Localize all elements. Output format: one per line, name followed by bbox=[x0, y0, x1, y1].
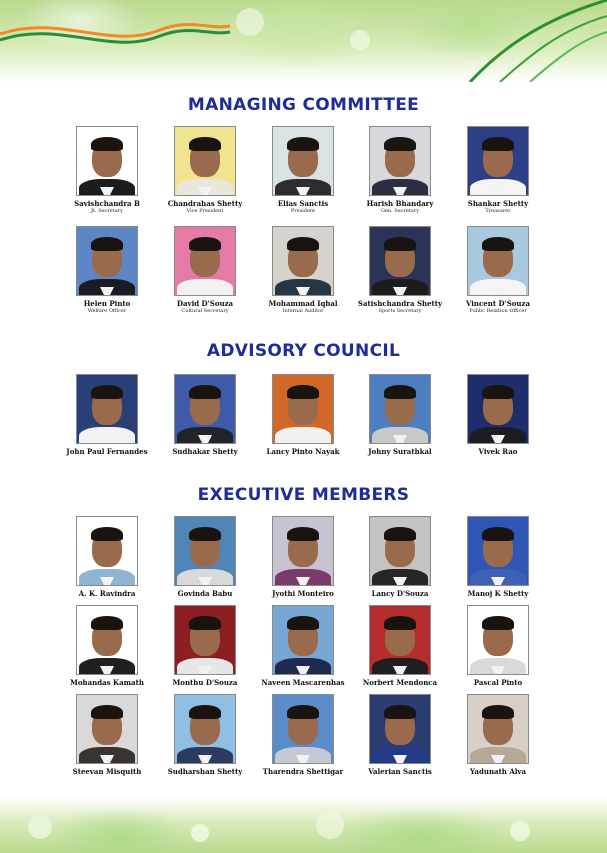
member-card bbox=[345, 694, 455, 776]
member-photo bbox=[369, 694, 431, 764]
member-name: Naveen Mascarenhas bbox=[261, 678, 345, 687]
photo-shirt bbox=[177, 569, 233, 586]
member-name: Sudharshan Shetty bbox=[167, 767, 243, 776]
member-photo bbox=[76, 516, 138, 586]
photo-shirt bbox=[275, 427, 331, 444]
member-name: Govinda Babu bbox=[177, 589, 233, 598]
member-photo bbox=[76, 694, 138, 764]
member-name: Yadunath Alva bbox=[469, 767, 527, 776]
photo-hair bbox=[482, 137, 514, 151]
banner-bubbles-graphic bbox=[0, 797, 607, 853]
member-card bbox=[443, 374, 553, 456]
member-name: Shankar Shetty bbox=[467, 199, 529, 208]
member-card bbox=[52, 694, 162, 776]
section-title-managing-committee: MANAGING COMMITTEE bbox=[187, 95, 420, 115]
member-name: A. K. Ravindra bbox=[78, 589, 136, 598]
photo-hair bbox=[384, 137, 416, 151]
member-card bbox=[345, 605, 455, 687]
photo-shirt bbox=[372, 747, 428, 764]
member-card bbox=[248, 126, 358, 215]
bottom-decorative-banner bbox=[0, 797, 607, 853]
member-photo bbox=[467, 516, 529, 586]
photo-hair bbox=[482, 616, 514, 630]
member-photo bbox=[369, 374, 431, 444]
member-card bbox=[345, 226, 455, 315]
member-role: Public Relation Officer bbox=[469, 308, 527, 314]
photo-shirt bbox=[177, 427, 233, 444]
photo-hair bbox=[189, 527, 221, 541]
member-card bbox=[345, 516, 455, 598]
member-photo bbox=[76, 374, 138, 444]
photo-hair bbox=[91, 705, 123, 719]
member-card bbox=[150, 226, 260, 315]
photo-shirt bbox=[372, 279, 428, 296]
member-photo bbox=[272, 126, 334, 196]
member-photo bbox=[272, 374, 334, 444]
member-card bbox=[443, 226, 553, 315]
photo-hair bbox=[384, 527, 416, 541]
member-name: Vincent D'Souza bbox=[465, 299, 531, 308]
photo-hair bbox=[189, 237, 221, 251]
photo-hair bbox=[91, 527, 123, 541]
section-title-executive-members: EXECUTIVE MEMBERS bbox=[197, 485, 410, 505]
member-photo bbox=[76, 126, 138, 196]
member-card bbox=[248, 605, 358, 687]
member-photo bbox=[174, 226, 236, 296]
photo-shirt bbox=[79, 658, 135, 675]
photo-shirt bbox=[177, 279, 233, 296]
photo-hair bbox=[287, 616, 319, 630]
photo-hair bbox=[482, 527, 514, 541]
photo-hair bbox=[189, 616, 221, 630]
member-photo bbox=[174, 694, 236, 764]
member-name: Harish Bhandary bbox=[366, 199, 434, 208]
photo-shirt bbox=[470, 747, 526, 764]
photo-hair bbox=[287, 385, 319, 399]
photo-shirt bbox=[79, 569, 135, 586]
photo-shirt bbox=[275, 279, 331, 296]
member-photo bbox=[174, 374, 236, 444]
photo-hair bbox=[189, 137, 221, 151]
photo-hair bbox=[482, 237, 514, 251]
photo-shirt bbox=[372, 427, 428, 444]
photo-hair bbox=[384, 237, 416, 251]
photo-shirt bbox=[470, 279, 526, 296]
member-card bbox=[52, 374, 162, 456]
member-name: Mohandas Kamath bbox=[70, 678, 144, 687]
photo-hair bbox=[189, 385, 221, 399]
member-card bbox=[248, 226, 358, 315]
member-card bbox=[248, 694, 358, 776]
member-photo bbox=[76, 605, 138, 675]
member-photo bbox=[272, 516, 334, 586]
member-name: Valerian Sanctis bbox=[368, 767, 432, 776]
member-name: Helen Pinto bbox=[83, 299, 131, 308]
member-card bbox=[443, 516, 553, 598]
member-role: Vice President bbox=[186, 208, 224, 214]
member-role: Cultural Secretary bbox=[181, 308, 229, 314]
member-card bbox=[150, 374, 260, 456]
member-role: Jt. Secretary bbox=[91, 208, 123, 214]
member-name: Chandrahas Shetty bbox=[167, 199, 243, 208]
member-role: Internal Auditor bbox=[282, 308, 324, 314]
banner-leaves-graphic bbox=[0, 0, 607, 82]
member-name: Pascal Pinto bbox=[473, 678, 523, 687]
member-card bbox=[345, 126, 455, 215]
member-name: Monthu D'Souza bbox=[172, 678, 238, 687]
section-title-advisory-council: ADVISORY COUNCIL bbox=[206, 341, 401, 361]
member-card bbox=[443, 126, 553, 215]
photo-hair bbox=[91, 385, 123, 399]
photo-shirt bbox=[470, 427, 526, 444]
photo-shirt bbox=[372, 179, 428, 196]
member-name: Lancy D'Souza bbox=[371, 589, 429, 598]
member-name: Norbert Mendonca bbox=[362, 678, 438, 687]
member-name: Manoj K Shetty bbox=[467, 589, 529, 598]
member-photo bbox=[174, 126, 236, 196]
member-name: Johny Surathkal bbox=[368, 447, 432, 456]
member-card bbox=[150, 605, 260, 687]
photo-shirt bbox=[275, 658, 331, 675]
photo-shirt bbox=[372, 569, 428, 586]
photo-hair bbox=[287, 137, 319, 151]
member-name: Tharendra Shettigar bbox=[262, 767, 344, 776]
member-photo bbox=[467, 226, 529, 296]
member-card bbox=[443, 694, 553, 776]
member-card bbox=[150, 516, 260, 598]
member-photo bbox=[76, 226, 138, 296]
photo-hair bbox=[287, 705, 319, 719]
photo-shirt bbox=[177, 179, 233, 196]
member-card bbox=[52, 605, 162, 687]
member-card bbox=[52, 516, 162, 598]
photo-shirt bbox=[79, 747, 135, 764]
member-role: Welfare Officer bbox=[87, 308, 127, 314]
photo-hair bbox=[384, 385, 416, 399]
photo-shirt bbox=[177, 658, 233, 675]
photo-shirt bbox=[372, 658, 428, 675]
photo-hair bbox=[384, 616, 416, 630]
photo-shirt bbox=[470, 179, 526, 196]
member-role: Treasurer bbox=[485, 208, 511, 214]
member-role: President bbox=[290, 208, 316, 214]
member-card bbox=[52, 226, 162, 315]
member-name: Jyothi Monteiro bbox=[272, 589, 334, 598]
member-photo bbox=[369, 126, 431, 196]
member-photo bbox=[369, 605, 431, 675]
photo-hair bbox=[91, 137, 123, 151]
photo-hair bbox=[287, 237, 319, 251]
member-name: John Paul Fernandes bbox=[66, 447, 148, 456]
member-name: Sudhakar Shetty bbox=[172, 447, 238, 456]
member-card bbox=[443, 605, 553, 687]
photo-shirt bbox=[275, 179, 331, 196]
member-role: Sports Secretary bbox=[378, 308, 422, 314]
member-photo bbox=[369, 516, 431, 586]
member-name: Savishchandra B bbox=[74, 199, 140, 208]
member-name: Mohammad Iqbal bbox=[268, 299, 338, 308]
member-name: Vivek Rao bbox=[478, 447, 518, 456]
member-card bbox=[248, 374, 358, 456]
photo-hair bbox=[482, 385, 514, 399]
member-photo bbox=[467, 694, 529, 764]
photo-hair bbox=[384, 705, 416, 719]
top-decorative-banner bbox=[0, 0, 607, 82]
member-card bbox=[150, 694, 260, 776]
photo-hair bbox=[91, 237, 123, 251]
photo-shirt bbox=[79, 279, 135, 296]
member-card bbox=[150, 126, 260, 215]
member-photo bbox=[272, 226, 334, 296]
photo-hair bbox=[482, 705, 514, 719]
photo-shirt bbox=[275, 569, 331, 586]
member-photo bbox=[369, 226, 431, 296]
member-card bbox=[52, 126, 162, 215]
member-name: Elias Sanctis bbox=[277, 199, 329, 208]
member-photo bbox=[467, 374, 529, 444]
photo-shirt bbox=[79, 427, 135, 444]
member-card bbox=[345, 374, 455, 456]
member-photo bbox=[174, 605, 236, 675]
photo-shirt bbox=[470, 658, 526, 675]
member-name: Lancy Pinto Nayak bbox=[266, 447, 340, 456]
photo-hair bbox=[287, 527, 319, 541]
member-photo bbox=[272, 694, 334, 764]
photo-hair bbox=[91, 616, 123, 630]
member-photo bbox=[467, 126, 529, 196]
photo-hair bbox=[189, 705, 221, 719]
member-photo bbox=[272, 605, 334, 675]
member-name: Satishchandra Shetty bbox=[357, 299, 443, 308]
member-photo bbox=[174, 516, 236, 586]
photo-shirt bbox=[79, 179, 135, 196]
photo-shirt bbox=[177, 747, 233, 764]
photo-shirt bbox=[275, 747, 331, 764]
member-name: Steevan Misquith bbox=[72, 767, 142, 776]
member-role: Gen. Secretary bbox=[380, 208, 420, 214]
member-photo bbox=[467, 605, 529, 675]
member-card bbox=[248, 516, 358, 598]
photo-shirt bbox=[470, 569, 526, 586]
member-name: David D'Souza bbox=[176, 299, 234, 308]
